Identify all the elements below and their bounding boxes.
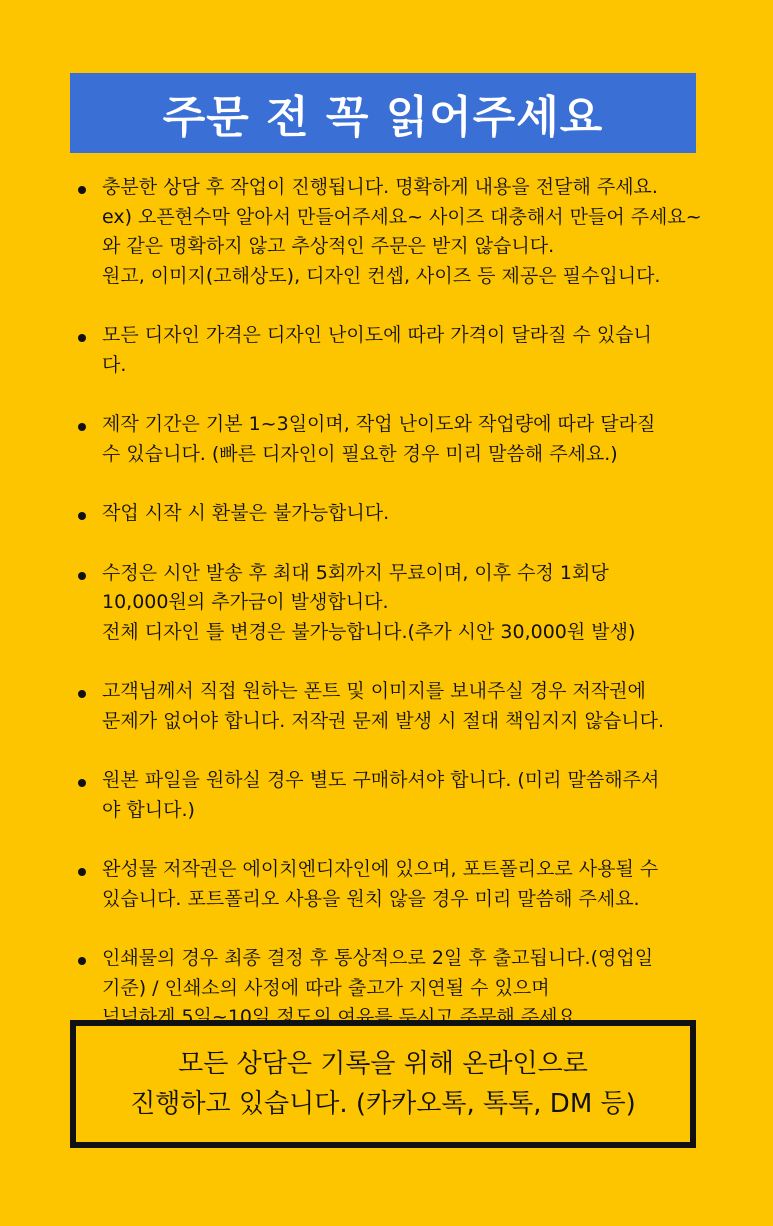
- notice-line: 기준) / 인쇄소의 사정에 따라 출고가 지연될 수 있으며: [102, 976, 550, 999]
- notice-line: 전체 디자인 틀 변경은 불가능합니다.(추가 시안 30,000원 발생): [102, 620, 636, 643]
- notice-line: 수 있습니다. (빠른 디자인이 필요한 경우 미리 말씀해 주세요.): [102, 442, 618, 465]
- bottom-notice-line-2: 진행하고 있습니다. (카카오톡, 톡톡, DM 등): [130, 1089, 636, 1119]
- notice-item-5: [78, 559, 718, 648]
- notice-line: 넉넉하게 5일~10일 정도의 여유를 두시고 주문해 주세요.: [102, 1006, 582, 1028]
- notice-line: 야 합니다.): [102, 798, 195, 821]
- notice-item-7: [78, 766, 718, 825]
- notice-item-1: [78, 173, 718, 291]
- notice-list: [78, 173, 718, 1063]
- notice-line: 모든 디자인 가격은 디자인 난이도에 따라 가격이 달라질 수 있습니: [102, 324, 652, 346]
- title-banner: [70, 73, 696, 153]
- notice-line: 수정은 시안 발송 후 최대 5회까지 무료이며, 이후 수정 1회당: [102, 561, 609, 584]
- page-title: 주문 전 꼭 읽어주세요: [162, 92, 604, 143]
- notice-line: 고객님께서 직접 원하는 폰트 및 이미지를 보내주실 경우 저작권에: [102, 680, 646, 702]
- notice-line: 원본 파일을 원하실 경우 별도 구매하셔야 합니다. (미리 말씀해주셔: [102, 769, 660, 791]
- notice-item-4: [78, 499, 718, 529]
- notice-line: 다.: [102, 353, 127, 376]
- bottom-notice-line-1: 모든 상담은 기록을 위해 온라인으로: [178, 1049, 588, 1079]
- notice-item-8: [78, 855, 718, 914]
- notice-line: 충분한 상담 후 작업이 진행됩니다. 명확하게 내용을 전달해 주세요.: [102, 176, 658, 198]
- notice-item-6: [78, 677, 718, 736]
- notice-line: 완성물 저작권은 에이치엔디자인에 있으며, 포트폴리오로 사용될 수: [102, 858, 659, 880]
- notice-item-2: [78, 321, 718, 380]
- notice-line: 10,000원의 추가금이 발생합니다.: [102, 591, 389, 613]
- notice-item-3: [78, 410, 718, 469]
- notice-line: 작업 시작 시 환불은 불가능합니다.: [102, 502, 390, 524]
- notice-line: 있습니다. 포트폴리오 사용을 원치 않을 경우 미리 말씀해 주세요.: [102, 887, 640, 910]
- notice-line: 인쇄물의 경우 최종 결정 후 통상적으로 2일 후 출고됩니다.(영업일: [102, 947, 654, 969]
- notice-line: 와 같은 명확하지 않고 추상적인 주문은 받지 않습니다.: [102, 235, 555, 257]
- online-consultation-notice: [70, 1020, 696, 1148]
- notice-line: ex) 오픈현수막 알아서 만들어주세요~ 사이즈 대충해서 만들어 주세요~: [102, 205, 702, 228]
- notice-line: 제작 기간은 기본 1~3일이며, 작업 난이도와 작업량에 따라 달라질: [102, 413, 656, 435]
- notice-line: 문제가 없어야 합니다. 저작권 문제 발생 시 절대 책임지지 않습니다.: [102, 709, 664, 732]
- notice-line: 원고, 이미지(고해상도), 디자인 컨셉, 사이즈 등 제공은 필수입니다.: [102, 264, 661, 287]
